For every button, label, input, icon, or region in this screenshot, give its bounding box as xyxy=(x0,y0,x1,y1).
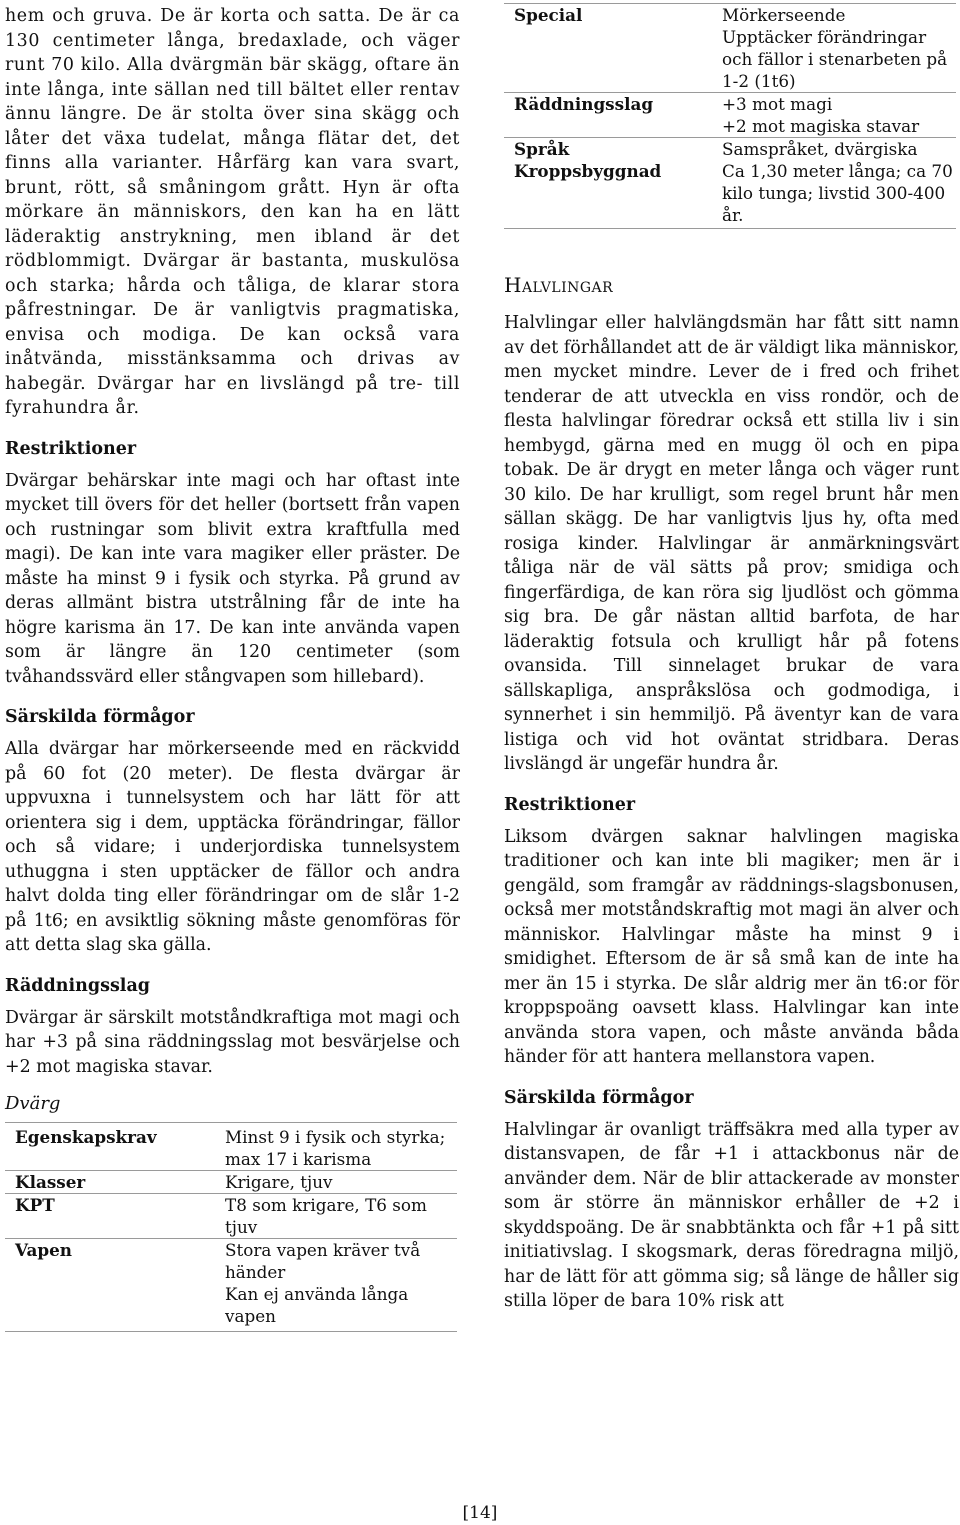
dwarf-stats-table-continued xyxy=(504,3,956,229)
table-value: T8 som krigare, T6 som tjuv xyxy=(225,1194,457,1239)
table-row xyxy=(504,160,956,229)
halfling-intro-text: Halvlingar eller halvlängdsmän har fått sitt namn av det förhållandet att de är väldigt lika människor, men mycket mindre. Lever de i fred och frihet tenderar de att utveckla en viss rondör, och de flesta halvlingar föredrar också ett stilla liv i sin hembygd, gärna med en mugg öl och en pipa tobak. De är drygt en meter långa och väger runt 30 kilo. De har krulligt, som regel brunt hår men sällan skägg. De har vanligtvis ljus hy, ofta med rosiga kinder. Halvlingar är anmärkningsvärt tåliga när de väl sätts på prov; smidiga och fingerfärdiga, de kan röra sig ljudlöst och gömma sig bra. De går nästan alltid barfota, de har läderaktig fotsula och krulligt hår på fotens ovansida. Till sinnelaget brukar de vara sällskapliga, anspråkslösa och godmodiga, i synnerhet i sin hemmiljö. På äventyr kan de vara listiga och vid hot oväntat stridbara. Deras livslängd är ungefär hundra år. xyxy=(504,313,959,774)
table-row xyxy=(5,1239,457,1332)
dwarf-restrictions-heading: Restriktioner xyxy=(5,438,137,459)
right-column xyxy=(504,0,959,1314)
dwarf-table-caption: Dvärg xyxy=(5,1093,61,1114)
halfling-abilities-text: Halvlingar är ovanligt träffsäkra med alla typer av distansvapen, de får +1 i attackbonus när de använder dem. När de blir attackerade av monster som är större än människor erhåller de +2 i skyddspoäng. De är snabbtänkta och får +1 på sitt initiativslag. I skogsmark, deras föredragna miljö, har de lätt för att gömma sig; så länge de håller sig stilla löper de bara 10% risk att xyxy=(504,1119,959,1311)
table-key: Klasser xyxy=(5,1171,225,1194)
dwarf-abilities-text: Alla dvärgar har mörkerseende med en räckvidd på 60 fot (20 meter). De flesta dvärgar är uppvuxna i tunnelsystem och har lätt för att orientera sig i dem, upptäcka förändringar, fällor och så vidare; i underjordiska tunnelsystem uthuggna i sten upptäcker de fällor och andra halvt dolda ting eller förändringar om de slår 1-2 på 1t6; en avsiktlig sökning måste genomföras för att detta slag ska gälla. xyxy=(5,739,460,955)
table-key: Kroppsbyggnad xyxy=(504,160,722,229)
halfling-restrictions-heading: Restriktioner xyxy=(504,794,636,815)
table-row xyxy=(5,1123,457,1171)
halfling-restrictions-text: Liksom dvärgen saknar halvlingen magiska traditioner och kan inte bli magiker; men är i gengäld, som framgår av räddnings-slagsbonusen, också mer motståndskraftig mot magi än alver och människor. Halvlingar måste ha minst 9 i smidighet. Eftersom de är så små kan de inte ha mer än 15 i styrka. De slår aldrig mer än t6:or för kroppspoäng oavsett klass. Halvlingar kan inte använda stora vapen, och måste använda båda händer för att hantera mellanstora vapen. xyxy=(504,826,959,1067)
dwarf-abilities-heading: Särskilda förmågor xyxy=(5,707,195,727)
table-row xyxy=(504,93,956,138)
table-row xyxy=(504,4,956,93)
left-column xyxy=(5,0,460,1332)
table-key: KPT xyxy=(5,1194,225,1239)
dwarf-saves-text: Dvärgar är särskilt motståndkraftiga mot magi och har +3 på sina räddningsslag mot besvärjelse och +2 mot magiska stavar. xyxy=(5,1007,460,1077)
dwarf-restrictions-text: Dvärgar behärskar inte magi och har oftast inte mycket till övers för det heller (bortsett från vapen och rustningar som blivit extra kraftfulla med magi). De kan inte vara magiker eller präster. De måste ha minst 9 i fysik och styrka. På grund av deras allmänt bistra utstrålning får de inte ha högre karisma än 17. De kan inte använda vapen som är längre än 120 centimeter (som tvåhandssvärd eller stångvapen som hillebard). xyxy=(5,470,460,687)
table-value: Krigare, tjuv xyxy=(225,1171,457,1194)
table-value: Ca 1,30 meter långa; ca 70 kilo tunga; livstid 300-400 år. xyxy=(722,160,956,229)
table-key: Special xyxy=(504,4,722,93)
page-number: [14] xyxy=(462,1503,498,1523)
halfling-section-title: Halvlingar xyxy=(504,273,614,297)
table-value: +3 mot magi +2 mot magiska stavar xyxy=(722,93,956,138)
table-key: Räddningsslag xyxy=(504,93,722,138)
table-value: Mörkerseende Upptäcker förändringar och fällor i stenarbeten på 1-2 (1t6) xyxy=(722,4,956,93)
dwarf-intro-text: hem och gruva. De är korta och satta. De är ca 130 centimeter långa, bredaxlade, och väger runt 70 kilo. Alla dvärgmän bär skägg, oftare än inte långa, inte sällan ned till bältet eller rentav ännu längre. De är stolta över sina skägg och låter det växa tudelat, många flätar det, det finns alla varianter. Hårfärg kan vara svart, brunt, rött, så småningom grått. Hyn är ofta mörkare än människors, den kan ha en lätt läderaktig anstrykning, men ibland är det rödblommigt. Dvärgar är bastanta, muskulösa och starka; hårda och tåliga, de klarar stora påfrestningar. De är vanligtvis pragmatiska, envisa och modiga. De kan också vara inåtvända, misstänksamma och drivas av habegär. Dvärgar har en livslängd på tre- till fyrahundra år. xyxy=(5,6,460,418)
table-value: Stora vapen kräver två händer Kan ej använda långa vapen xyxy=(225,1239,457,1332)
table-row xyxy=(5,1171,457,1194)
table-key: Vapen xyxy=(5,1239,225,1332)
table-key: Egenskapskrav xyxy=(5,1123,225,1171)
table-value: Samspråket, dvärgiska xyxy=(722,138,956,161)
dwarf-stats-table xyxy=(5,1122,457,1332)
dwarf-saves-heading: Räddningsslag xyxy=(5,975,151,996)
table-row xyxy=(504,138,956,161)
halfling-abilities-heading: Särskilda förmågor xyxy=(504,1087,694,1108)
table-row xyxy=(5,1194,457,1239)
table-value: Minst 9 i fysik och styrka; max 17 i karisma xyxy=(225,1123,457,1171)
table-key: Språk xyxy=(504,138,722,161)
